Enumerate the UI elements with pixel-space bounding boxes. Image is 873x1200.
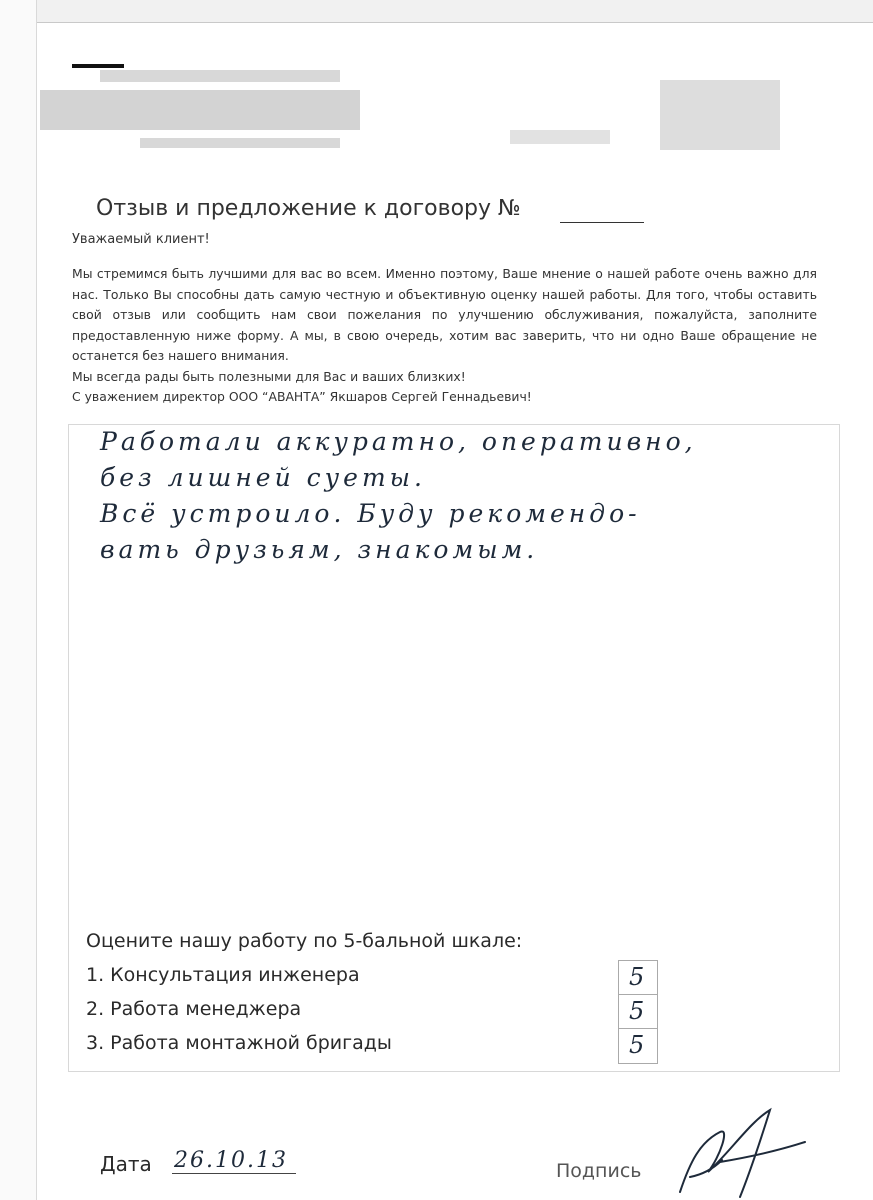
faded-letterhead-logo bbox=[40, 60, 800, 170]
score-box[interactable] bbox=[618, 1028, 658, 1064]
score-box[interactable] bbox=[618, 960, 658, 995]
review-line: вать друзьям, знакомым. bbox=[100, 535, 539, 564]
score-value: 5 bbox=[629, 963, 645, 991]
handwritten-signature bbox=[660, 1102, 810, 1200]
intro-signoff: С уважением директор ООО “АВАНТА” Якшаров Сергей Геннадьевич! bbox=[72, 389, 532, 404]
intro-paragraph: Мы стремимся быть лучшими для вас во всем. Именно поэтому, Ваше мнение о нашей работе очень важно для нас. Только Вы способны дать самую честную и объективную оценку нашей работы. Для того, чтобы оставить свой отзыв или сообщить нам свои пожелания по улучшению обслуживания, пожалуйста, заполните предоставленную ниже форму. А мы, в свою очередь, хотим вас заверить, что ни одно Ваше обращение не останется без нашего внимания. bbox=[72, 266, 817, 363]
review-line: Работали аккуратно, оперативно, bbox=[100, 427, 697, 456]
review-line: Всё устроило. Буду рекомендо- bbox=[100, 499, 641, 528]
rating-row bbox=[86, 994, 646, 1030]
date-value[interactable]: 26.10.13 bbox=[172, 1148, 296, 1174]
handwritten-review bbox=[100, 424, 830, 568]
contract-number-blank[interactable] bbox=[560, 222, 644, 223]
rating-label: 2. Работа менеджера bbox=[86, 998, 302, 1020]
scan-top-edge bbox=[20, 0, 873, 23]
rating-row bbox=[86, 1028, 646, 1064]
rating-row bbox=[86, 960, 646, 996]
intro-text bbox=[72, 264, 817, 408]
score-box[interactable] bbox=[618, 994, 658, 1029]
intro-line: Мы всегда рады быть полезными для Вас и ваших близких! bbox=[72, 368, 466, 384]
date-label: Дата bbox=[100, 1152, 152, 1176]
rating-heading: Оцените нашу работу по 5-бальной шкале: bbox=[86, 930, 523, 952]
signature-label: Подпись bbox=[556, 1160, 642, 1182]
score-value: 5 bbox=[629, 1031, 645, 1059]
document-title: Отзыв и предложение к договору № bbox=[96, 196, 521, 221]
review-line: без лишней суеты. bbox=[100, 463, 426, 492]
rating-label: 3. Работа монтажной бригады bbox=[86, 1032, 392, 1054]
top-dash-mark bbox=[72, 64, 124, 68]
scan-left-edge bbox=[0, 0, 37, 1200]
score-value: 5 bbox=[629, 997, 645, 1025]
greeting: Уважаемый клиент! bbox=[72, 232, 210, 247]
rating-label: 1. Консультация инженера bbox=[86, 964, 360, 986]
